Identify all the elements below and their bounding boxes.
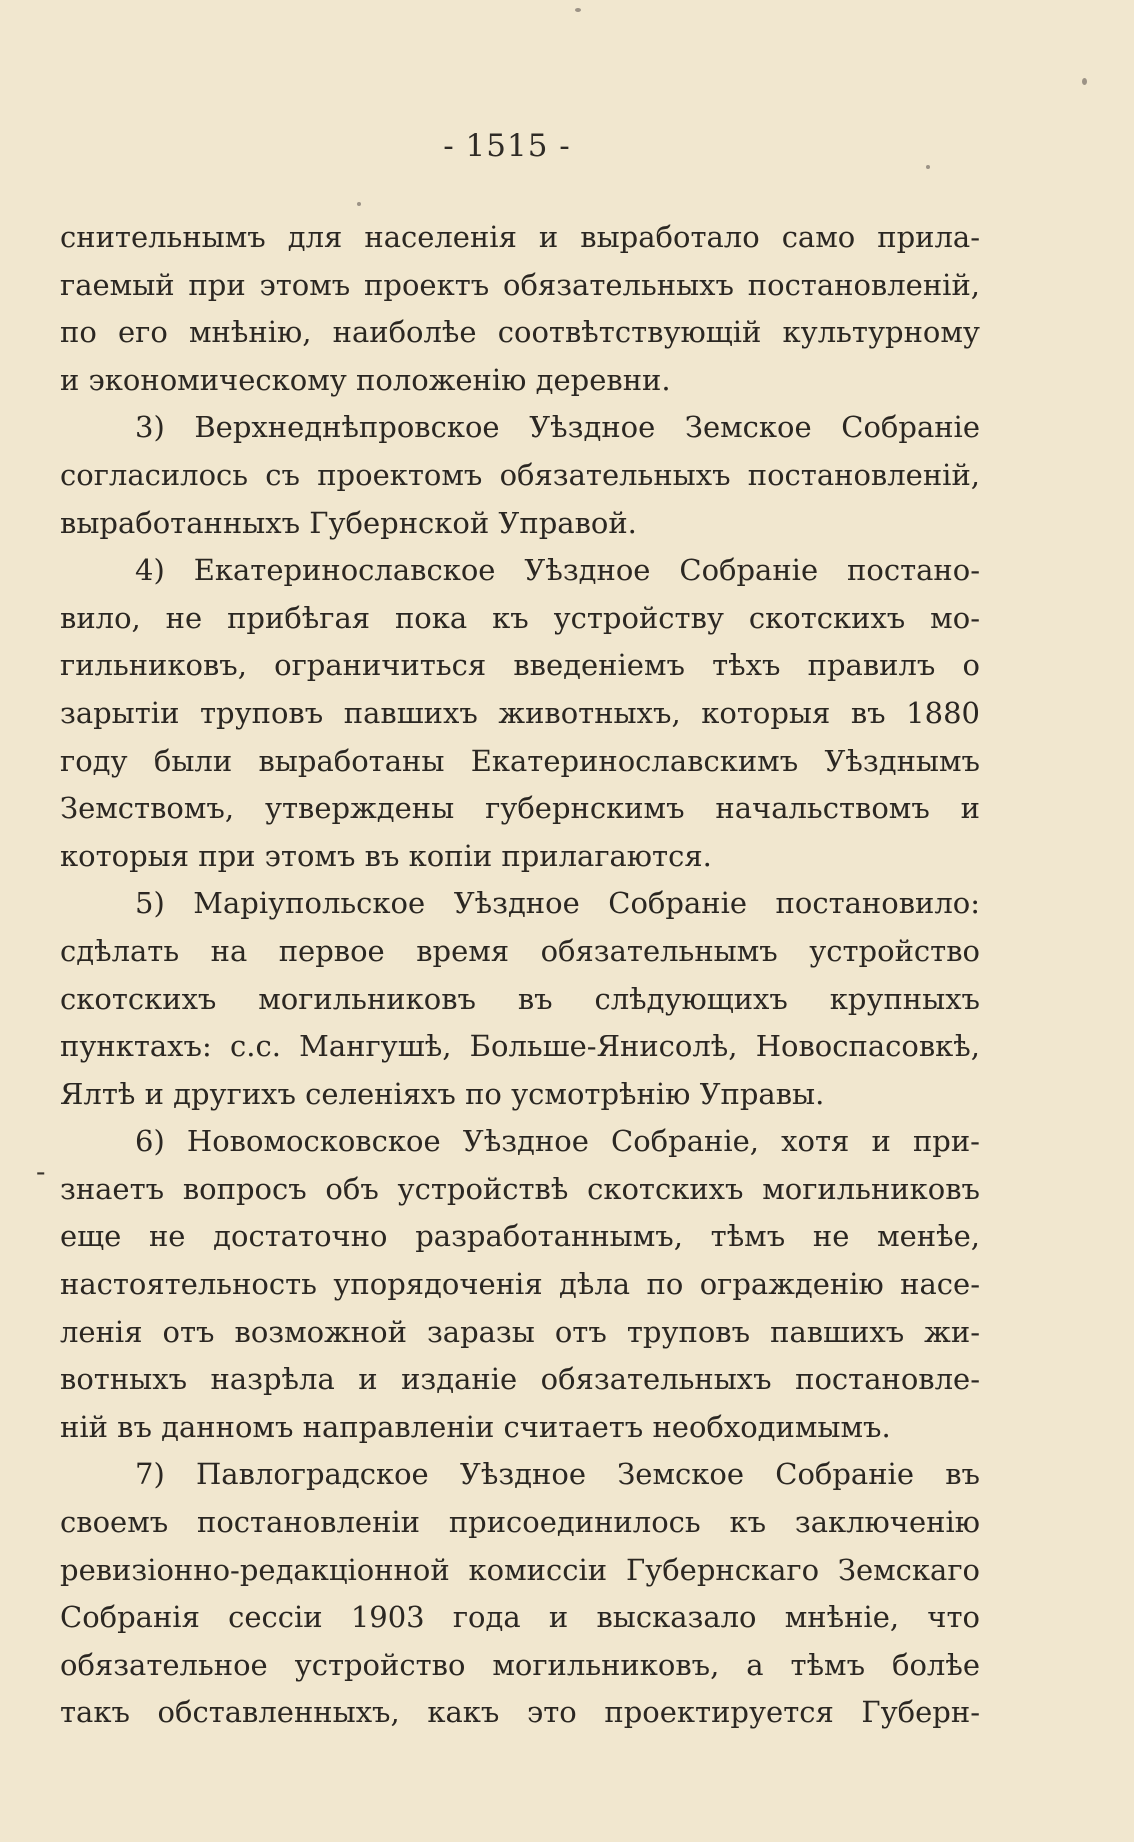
text-line: вило, не прибѣгая пока къ устройству скотскихъ мо- [60,600,980,635]
scan-speck [1082,78,1087,85]
text-line: снительнымъ для населенія и выработало само прила- [60,220,980,254]
text-line: согласилось съ проектомъ обязательныхъ постановленій, [60,457,980,492]
text-line: году были выработаны Екатеринославскимъ Уѣзднымъ [60,743,980,778]
text-line: такъ обставленныхъ, какъ это проектируется Губерн- [60,1695,980,1730]
text-line: Ялтѣ и другихъ селеніяхъ по усмотрѣнію Управы. [60,1076,825,1111]
paragraph-5-start: 5) Маріупольское Уѣздное Собраніе постановило: [135,886,980,921]
text-line: сдѣлать на первое время обязательнымъ устройство [60,933,980,968]
scan-speck [575,8,581,12]
text-line: настоятельность упорядоченія дѣла по огражденію насе- [60,1267,980,1302]
text-line: гильниковъ, ограничиться введеніемъ тѣхъ правилъ о [60,648,980,683]
page-number: - 1515 - [443,128,571,164]
text-line: и экономическому положенію деревни. [60,362,671,397]
text-line: своемъ постановленіи присоединилось къ заключенію [60,1505,980,1540]
paragraph-6-start: 6) Новомосковское Уѣздное Собраніе, хотя и при- [135,1124,980,1159]
text-line: которыя при этомъ въ копіи прилагаются. [60,838,712,873]
paragraph-3-start: 3) Верхнеднѣпровское Уѣздное Земское Собраніе [135,410,980,445]
text-line: вотныхъ назрѣла и изданіе обязательныхъ постановле- [60,1362,980,1397]
scan-speck [357,202,361,206]
text-line: обязательное устройство могильниковъ, а тѣмъ болѣе [60,1647,980,1682]
text-line: пунктахъ: с.с. Мангушѣ, Больше-Янисолѣ, Новоспасовкѣ, [60,1029,980,1064]
text-line: Собранія сессіи 1903 года и высказало мнѣніе, что [60,1600,980,1635]
text-line: ленія отъ возможной заразы отъ труповъ павшихъ жи- [60,1314,980,1349]
body-text [60,214,980,1737]
paragraph-7-start: 7) Павлоградское Уѣздное Земское Собраніе въ [135,1457,980,1492]
text-line: по его мнѣнію, наиболѣе соотвѣтствующій культурному [60,315,980,350]
text-line: скотскихъ могильниковъ въ слѣдующихъ крупныхъ [60,981,980,1016]
text-line: Земствомъ, утверждены губернскимъ начальствомъ и [60,791,980,826]
text-line: знаетъ вопросъ объ устройствѣ скотскихъ могильниковъ [60,1171,980,1206]
text-line: зарытіи труповъ павшихъ животныхъ, которыя въ 1880 [60,695,980,730]
scan-speck [926,165,930,169]
text-line: гаемый при этомъ проектъ обязательныхъ постановленій, [60,267,980,302]
margin-mark: - [36,1155,46,1188]
text-line: ній въ данномъ направленіи считаетъ необходимымъ. [60,1409,891,1444]
text-line: ревизіонно-редакціонной комиссіи Губернскаго Земскаго [60,1552,980,1587]
text-line: выработанныхъ Губернской Управой. [60,505,637,540]
text-line: еще не достаточно разработаннымъ, тѣмъ не менѣе, [60,1219,980,1254]
paragraph-4-start: 4) Екатеринославское Уѣздное Собраніе постано- [135,553,980,588]
